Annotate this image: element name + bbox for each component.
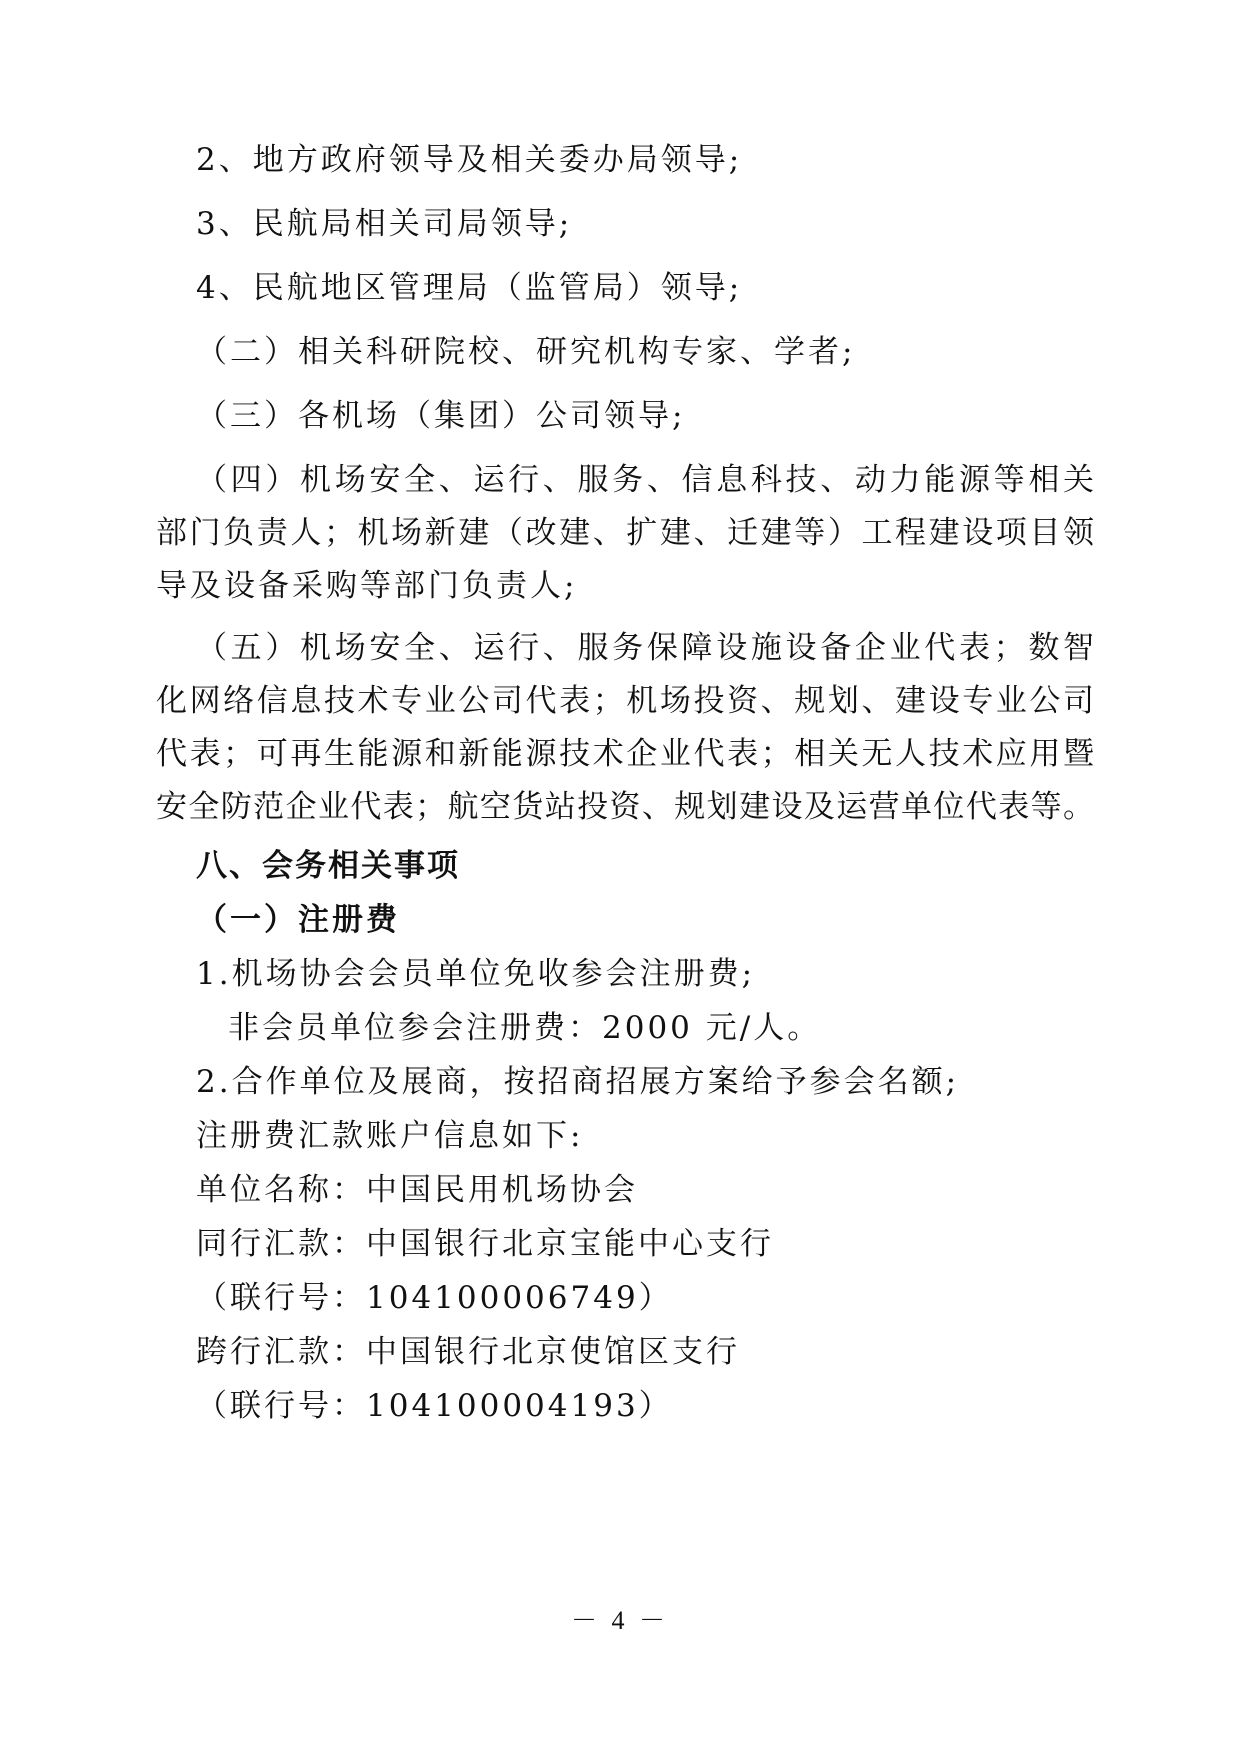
attendee-item-3: （三）各机场（集团）公司领导;: [196, 398, 686, 434]
attendee-item-4-line-2: 部门负责人；机场新建（改建、扩建、迁建等）工程建设项目领: [156, 515, 1094, 551]
attendee-item-2: （二）相关科研院校、研究机构专家、学者;: [196, 334, 856, 370]
same-bank-transfer: 同行汇款：中国银行北京宝能中心支行: [196, 1226, 774, 1262]
list-item-3: 3、民航局相关司局领导;: [196, 206, 573, 242]
account-name: 单位名称：中国民用机场协会: [196, 1172, 638, 1208]
attendee-item-4-line-3: 导及设备采购等部门负责人;: [156, 568, 578, 604]
same-bank-code: （联行号：104100006749）: [196, 1280, 673, 1316]
section-heading: 八、会务相关事项: [196, 848, 460, 884]
page-number: － 4 －: [570, 1606, 669, 1635]
cross-bank-code: （联行号：104100004193）: [196, 1388, 673, 1424]
fee-item-2: 2.合作单位及展商，按招商招展方案给予参会名额;: [196, 1064, 960, 1100]
attendee-item-4-line-1: （四）机场安全、运行、服务、信息科技、动力能源等相关: [196, 462, 1094, 498]
attendee-item-5-line-3: 代表；可再生能源和新能源技术企业代表；相关无人技术应用暨: [156, 736, 1094, 772]
section-subheading: （一）注册费: [196, 902, 400, 938]
cross-bank-transfer: 跨行汇款：中国银行北京使馆区支行: [196, 1334, 740, 1370]
attendee-item-5-line-2: 化网络信息技术专业公司代表；机场投资、规划、建设专业公司: [156, 683, 1094, 719]
list-item-4: 4、民航地区管理局（监管局）领导;: [196, 270, 743, 306]
attendee-item-5-line-1: （五）机场安全、运行、服务保障设施设备企业代表；数智: [196, 630, 1094, 666]
account-intro: 注册费汇款账户信息如下:: [196, 1118, 584, 1154]
attendee-item-5-line-4: 安全防范企业代表；航空货站投资、规划建设及运营单位代表等。: [156, 789, 1094, 825]
fee-item-1-note: 非会员单位参会注册费：2000 元/人。: [228, 1010, 822, 1046]
list-item-2: 2、地方政府领导及相关委办局领导;: [196, 142, 743, 178]
fee-item-1: 1.机场协会会员单位免收参会注册费;: [196, 956, 756, 992]
